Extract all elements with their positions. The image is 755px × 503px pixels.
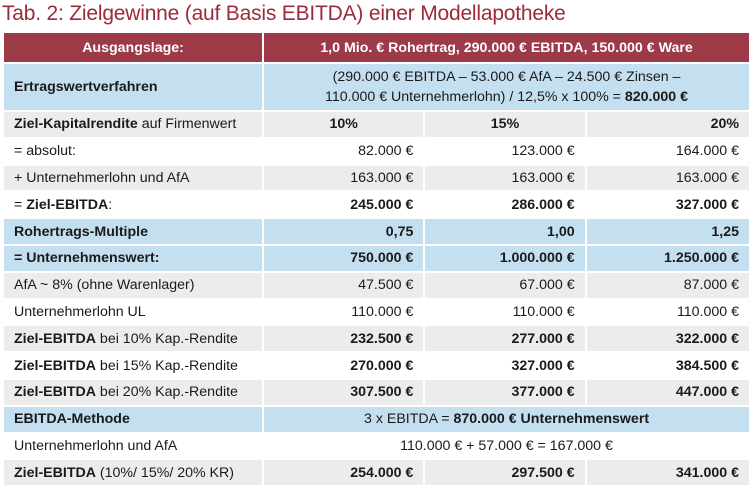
cell: 297.500 €: [425, 460, 584, 485]
ebitda-methode-row: [4, 407, 749, 432]
formula-line-1: (290.000 € EBITDA – 53.000 € AfA – 24.500 € Zinsen –: [332, 69, 681, 85]
table-row: [4, 192, 749, 217]
cell: 15%: [425, 112, 584, 137]
cell: 245.000 €: [264, 192, 423, 217]
cell: 67.000 €: [425, 273, 584, 298]
cell: 163.000 €: [425, 166, 584, 191]
table-row: [4, 139, 749, 164]
row-label: Ziel-Kapitalrendite auf Firmenwert: [4, 112, 262, 137]
cell: 1,00: [425, 219, 584, 244]
cell: 270.000 €: [264, 353, 423, 378]
cell: 232.500 €: [264, 326, 423, 351]
table-row: [4, 353, 749, 378]
header-label: Ausgangslage:: [4, 33, 262, 62]
cell: 87.000 €: [587, 273, 749, 298]
cell: 0,75: [264, 219, 423, 244]
table-row: [4, 112, 749, 137]
table-row: [4, 273, 749, 298]
cell: 110.000 €: [264, 300, 423, 325]
table-row: [4, 219, 749, 244]
cell: 163.000 €: [587, 166, 749, 191]
row-label: AfA ~ 8% (ohne Warenlager): [4, 273, 262, 298]
cell: 110.000 €: [587, 300, 749, 325]
cell: 82.000 €: [264, 139, 423, 164]
ertragswert-result: 820.000 €: [624, 89, 689, 105]
table-row: [4, 166, 749, 191]
header-value: 1,0 Mio. € Rohertrag, 290.000 € EBITDA, 150.000 € Ware: [264, 33, 749, 62]
row-label: Ziel-EBITDA bei 20% Kap.-Rendite: [4, 380, 262, 405]
row-label: Rohertrags-Multiple: [4, 219, 262, 244]
cell: 20%: [587, 112, 749, 137]
row-label: Unternehmerlohn und AfA: [4, 434, 262, 459]
cell: 1.000.000 €: [425, 246, 584, 271]
table-row: [4, 434, 749, 459]
row-label: Ziel-EBITDA bei 15% Kap.-Rendite: [4, 353, 262, 378]
table-row: [4, 300, 749, 325]
cell: 163.000 €: [264, 166, 423, 191]
cell: 341.000 €: [587, 460, 749, 485]
cell: 327.000 €: [587, 192, 749, 217]
ertragswert-row: [4, 64, 749, 110]
cell: 307.500 €: [264, 380, 423, 405]
table-row: [4, 246, 749, 271]
cell: 254.000 €: [264, 460, 423, 485]
ul-afa-value: 110.000 € + 57.000 € = 167.000 €: [264, 434, 749, 459]
cell: 327.000 €: [425, 353, 584, 378]
header-row: [4, 33, 749, 62]
cell: 384.500 €: [587, 353, 749, 378]
cell: 1.250.000 €: [587, 246, 749, 271]
cell: 286.000 €: [425, 192, 584, 217]
row-label: + Unternehmerlohn und AfA: [4, 166, 262, 191]
cell: 277.000 €: [425, 326, 584, 351]
table-row: [4, 326, 749, 351]
final-row: [4, 460, 749, 485]
row-label: = absolut:: [4, 139, 262, 164]
row-label: EBITDA-Methode: [4, 407, 262, 432]
cell: 1,25: [587, 219, 749, 244]
formula-line-2: 110.000 € Unternehmerlohn) / 12,5% x 100% =: [325, 89, 625, 105]
cell: 447.000 €: [587, 380, 749, 405]
row-label: Ziel-EBITDA bei 10% Kap.-Rendite: [4, 326, 262, 351]
cell: 322.000 €: [587, 326, 749, 351]
cell: 110.000 €: [425, 300, 584, 325]
cell: 123.000 €: [425, 139, 584, 164]
row-label: Ziel-EBITDA (10%/ 15%/ 20% KR): [4, 460, 262, 485]
cell: 164.000 €: [587, 139, 749, 164]
cell: 750.000 €: [264, 246, 423, 271]
row-label: Unternehmerlohn UL: [4, 300, 262, 325]
table-row: [4, 380, 749, 405]
model-pharmacy-table: [2, 31, 751, 487]
ebitda-methode-value: 3 x EBITDA = 870.000 € Unternehmenswert: [264, 407, 749, 432]
cell: 10%: [264, 112, 423, 137]
cell: 377.000 €: [425, 380, 584, 405]
table-caption: Tab. 2: Zielgewinne (auf Basis EBITDA) einer Modellapotheke: [2, 2, 566, 25]
ertragswert-label: Ertragswertverfahren: [4, 64, 262, 110]
cell: 47.500 €: [264, 273, 423, 298]
ertragswert-formula: [264, 64, 749, 110]
row-label: = Unternehmenswert:: [4, 246, 262, 271]
row-label: = Ziel-EBITDA:: [4, 192, 262, 217]
